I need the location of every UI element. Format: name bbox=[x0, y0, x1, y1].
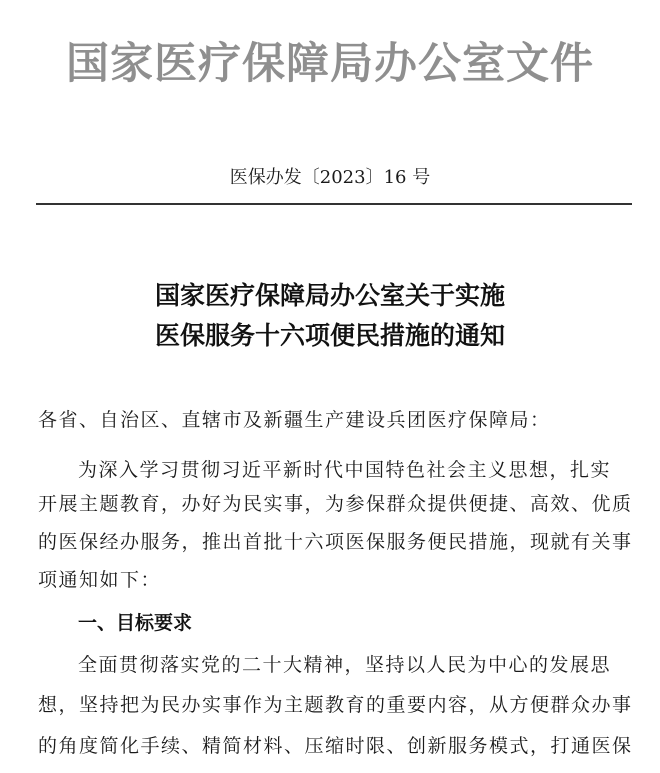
header-divider bbox=[36, 203, 632, 205]
intro-line-1: 为深入学习贯彻习近平新时代中国特色社会主义思想，扎实 bbox=[78, 459, 612, 481]
section-1-heading: 一、目标要求 bbox=[78, 612, 193, 634]
section-1-line-3: 的角度简化手续、精简材料、压缩时限、创新服务模式，打通医保 bbox=[38, 735, 633, 757]
section-1-line-2: 想，坚持把为民办实事作为主题教育的重要内容，从方便群众办事 bbox=[38, 694, 633, 716]
addressee: 各省、自治区、直辖市及新疆生产建设兵团医疗保障局： bbox=[38, 409, 551, 431]
masthead-title: 国家医疗保障局办公室文件 bbox=[66, 39, 594, 89]
section-1-line-1: 全面贯彻落实党的二十大精神，坚持以人民为中心的发展思 bbox=[78, 654, 612, 676]
intro-line-2: 开展主题教育，办好为民实事，为参保群众提供便捷、高效、优质 bbox=[38, 493, 633, 515]
intro-line-4: 项通知如下： bbox=[38, 569, 162, 591]
intro-line-3: 的医保经办服务，推出首批十六项医保服务便民措施，现就有关事 bbox=[38, 531, 633, 553]
document-title-line-2: 医保服务十六项便民措施的通知 bbox=[154, 321, 505, 350]
document-title-line-1: 国家医疗保障局办公室关于实施 bbox=[154, 281, 505, 310]
document-number: 医保办发〔2023〕16 号 bbox=[229, 167, 431, 188]
